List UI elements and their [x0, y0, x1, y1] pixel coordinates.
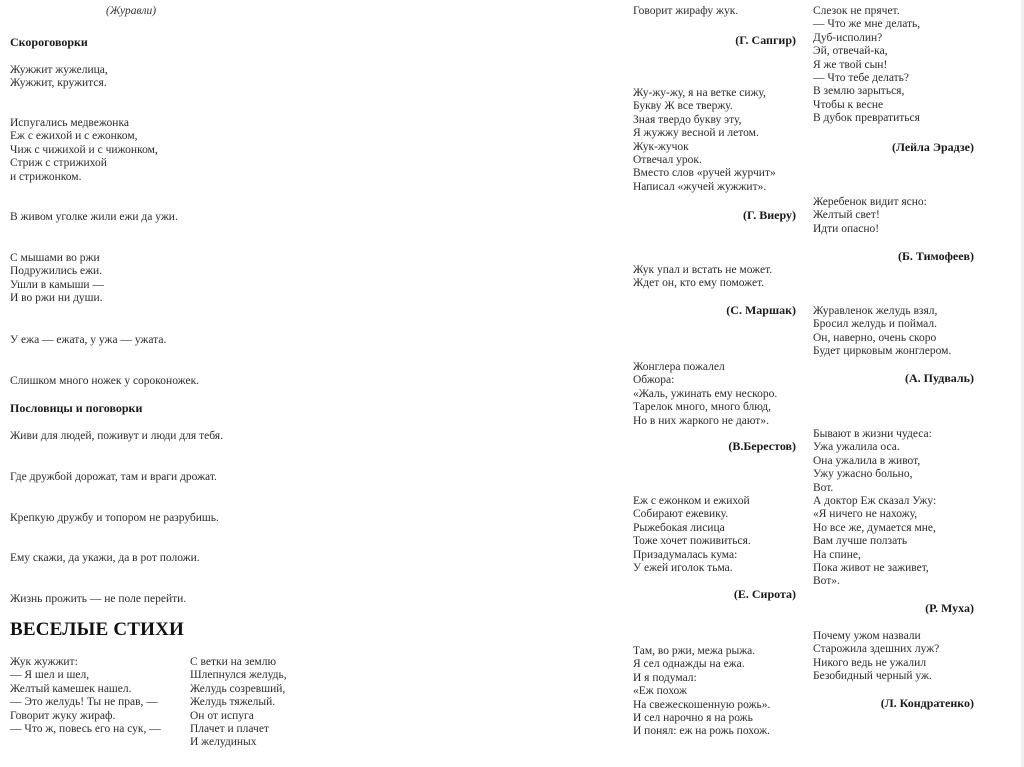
proverbs-heading: [10, 402, 142, 415]
text-line: Эй, отвечай-ка,: [813, 45, 888, 58]
text-line: — Я шел и шел,: [10, 669, 90, 682]
text-line: Я сел однажды на ежа.: [633, 658, 745, 671]
text-line: Но все же, думается мне,: [813, 521, 936, 534]
text-line: Старожила здешних луж?: [813, 643, 940, 656]
text-line: Обжора:: [633, 374, 675, 387]
text-line: Ждет он, кто ему поможет.: [633, 277, 765, 290]
text-line: Она ужалила в живот,: [813, 454, 921, 467]
text-line: Ему скажи, да укажи, да в рот положи.: [10, 552, 200, 564]
text-line: На спине,: [813, 548, 861, 561]
tongue-twister-4: [10, 252, 104, 306]
text-line: Тарелок много, много блюд,: [633, 401, 772, 414]
text-line: Там, во ржи, межа рыжа.: [633, 645, 756, 657]
text-line: Он, наверно, очень скоро: [813, 331, 937, 344]
text-line: И понял: еж на рожь похож.: [633, 725, 770, 738]
section-subtitle: [106, 5, 156, 18]
author-timofeev: (Б. Тимофеев): [898, 249, 974, 263]
proverb-4: [10, 552, 200, 565]
text-line: Где дружбой дорожат, там и враги дрожат.: [10, 471, 217, 483]
text-line: Пока живот не заживет,: [813, 562, 929, 575]
text-line: Жонглера пожалел: [633, 361, 725, 373]
text-line: Будет цирковым жонглером.: [813, 345, 952, 358]
poem-kondratenko: [813, 630, 939, 684]
text-line: Желудь созревший,: [190, 682, 286, 695]
text-line: Вот.: [813, 481, 834, 494]
author-sapgir: (Г. Сапгир): [735, 33, 796, 47]
text-line: Слишком много ножек у сороконожек.: [10, 375, 200, 387]
text-line: Я жужжу весной и летом.: [633, 127, 759, 140]
tongue-twister-3: [10, 211, 178, 224]
text-line: «Еж похож: [633, 685, 687, 698]
heading-text: Пословицы и поговорки: [10, 401, 143, 415]
text-line: Плачет и плачет: [190, 723, 269, 736]
text-line: Говорит жирафу жук.: [633, 5, 739, 17]
funny-poems-heading: [10, 619, 184, 641]
proverb-2: [10, 471, 217, 484]
text-line: Вам лучше ползать: [813, 535, 908, 548]
poem-berestov: [633, 361, 777, 428]
text-line: «Я ничего не нахожу,: [813, 508, 918, 521]
poem-eradze: [813, 5, 920, 126]
text-line: Желудь тяжелый.: [190, 696, 276, 709]
text-line: Шлепнулся желудь,: [190, 669, 287, 682]
text-line: Говорит жуку жираф.: [10, 709, 116, 722]
text-line: Еж с ежонком и ежихой: [633, 495, 750, 507]
subtitle-text: (Журавли): [106, 5, 157, 17]
author-mukha: (Р. Муха): [925, 601, 974, 615]
text-line: Призадумалась кума:: [633, 548, 738, 561]
proverb-5: [10, 593, 186, 606]
tongue-twisters-heading: [10, 36, 88, 49]
text-line: Жеребенок видит ясно:: [813, 196, 927, 208]
text-line: И я подумал:: [633, 671, 697, 684]
text-line: С мышами во ржи: [10, 252, 100, 264]
text-line: Чтобы к весне: [813, 98, 884, 111]
text-line: И сел нарочно я на рожь: [633, 712, 753, 725]
text-line: Ужа ужалила оса.: [813, 441, 900, 454]
text-line: «Жаль, ужинать ему нескоро.: [633, 387, 778, 400]
text-line: С ветки на землю: [190, 656, 277, 668]
author-marshak: (С. Маршак): [726, 303, 796, 317]
text-line: Дуб-исполин?: [813, 31, 883, 44]
text-line: Вместо слов «ручей журчит»: [633, 167, 776, 180]
text-line: И во ржи ни души.: [10, 292, 103, 305]
text-line: У ежей иголок тьма.: [633, 562, 733, 575]
text-line: Ушли в камыши —: [10, 278, 104, 291]
text-line: В дубок превратиться: [813, 112, 920, 125]
text-line: Ужу ужасно больно,: [813, 468, 913, 481]
text-line: — Это желудь! Ты не прав, —: [10, 696, 158, 709]
text-line: Желтый свет!: [813, 209, 880, 222]
text-line: И желудиных: [190, 736, 257, 749]
text-line: Жук упал и встать не может.: [633, 264, 773, 276]
text-line: Букву Ж все твержу.: [633, 100, 733, 113]
poem-timofeev: [813, 196, 927, 236]
text-line: — Что ж, повесь его на сук, —: [10, 723, 161, 736]
poem-pudval: [813, 305, 951, 359]
text-line: Жук жужжит:: [10, 656, 78, 668]
text-line: У ежа — ежата, у ужа — ужата.: [10, 334, 167, 346]
text-line: — Что тебе делать?: [813, 72, 910, 85]
text-line: Жизнь прожить — не поле перейти.: [10, 593, 187, 605]
text-line: Чиж с чижихой и с чижонком,: [10, 143, 158, 156]
funny-poem-column-b: [190, 656, 287, 750]
text-line: В живом уголке жили ежи да ужи.: [10, 211, 178, 223]
text-line: Я же твой сын!: [813, 58, 888, 71]
tongue-twister-5: [10, 334, 166, 347]
text-line: Отвечал урок.: [633, 154, 702, 167]
proverb-1: [10, 430, 223, 443]
text-line: Но в них жаркого не дают».: [633, 414, 769, 427]
text-line: Вот».: [813, 575, 840, 588]
text-line: Безобидный черный уж.: [813, 670, 932, 683]
text-line: Жук-жучок: [633, 140, 689, 153]
poem-sapgir: [633, 5, 738, 18]
text-line: Рыжебокая лисица: [633, 521, 725, 534]
right-page: [620, 0, 1024, 767]
text-line: Он от испуга: [190, 709, 254, 722]
heading-text: Скороговорки: [10, 35, 88, 49]
tongue-twister-6: [10, 375, 199, 388]
funny-poem-column-a: [10, 656, 161, 736]
poem-marshak: [633, 264, 772, 291]
text-line: Жужжит жужелица,: [10, 64, 108, 76]
text-line: В землю зарыться,: [813, 85, 905, 98]
text-line: Идти опасно!: [813, 222, 880, 235]
text-line: Подружились ежи.: [10, 265, 103, 278]
proverb-3: [10, 512, 219, 525]
poem-vieru: [633, 87, 776, 194]
text-line: Бывают в жизни чудеса:: [813, 428, 932, 440]
text-line: Почему ужом назвали: [813, 630, 921, 642]
text-line: Собирают ежевику.: [633, 508, 729, 521]
tongue-twister-2: [10, 117, 158, 184]
text-line: Слезок не прячет.: [813, 5, 900, 17]
text-line: Испугались медвежонка: [10, 117, 129, 129]
text-line: Стриж с стрижихой: [10, 157, 107, 170]
text-line: Крепкую дружбу и топором не разрубишь.: [10, 512, 219, 524]
author-pudval: (А. Пудваль): [905, 371, 974, 385]
text-line: Никого ведь не ужалил: [813, 656, 927, 669]
text-line: и стрижонком.: [10, 170, 82, 183]
text-line: Желтый камешек нашел.: [10, 682, 132, 695]
text-line: Живи для людей, поживут и люди для тебя.: [10, 430, 223, 442]
author-kondratenko: (Л. Кондратенко): [880, 696, 974, 710]
poem-rye: [633, 645, 770, 739]
author-berestov: (В.Берестов): [728, 439, 796, 453]
text-line: Бросил желудь и поймал.: [813, 318, 938, 331]
text-line: Тоже хочет поживиться.: [633, 535, 751, 548]
heading-text: ВЕСЕЛЫЕ СТИХИ: [10, 619, 184, 640]
author-sirota: (Е. Сирота): [733, 587, 796, 601]
poem-mukha: [813, 428, 936, 589]
poem-sirota: [633, 495, 751, 575]
text-line: А доктор Еж сказал Ужу:: [813, 495, 937, 508]
text-line: Журавленок желудь взял,: [813, 305, 938, 317]
author-vieru: (Г. Виеру): [742, 208, 796, 222]
text-line: Жужжит, кружится.: [10, 77, 107, 90]
text-line: На свежескошенную рожь».: [633, 698, 771, 711]
author-eradze: (Лейла Эрадзе): [891, 140, 974, 154]
text-line: Еж с ежихой и с ежонком,: [10, 130, 138, 143]
text-line: — Что же мне делать,: [813, 18, 921, 31]
tongue-twister-1: [10, 64, 108, 91]
text-line: Жу-жу-жу, я на ветке сижу,: [633, 87, 766, 99]
text-line: Написал «жучей жужжит».: [633, 180, 767, 193]
text-line: Зная твердо букву эту,: [633, 113, 742, 126]
